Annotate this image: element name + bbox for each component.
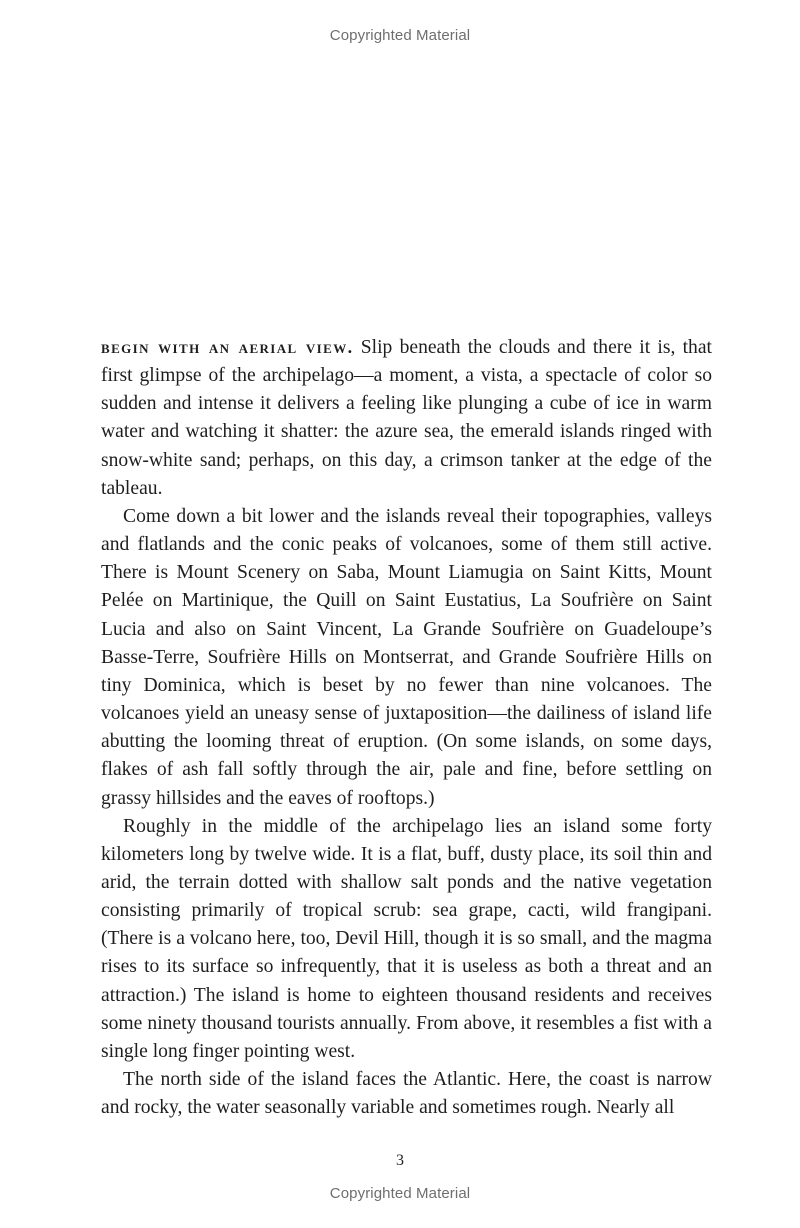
paragraph-3: Roughly in the middle of the archipelago lies an island some forty kilometers long by twelve wide. It is a flat, buff, dusty place, its soil thin and arid, the terrain dotted with shallow salt ponds and the native vegetation consisting primarily of tropical scrub: sea grape, cacti, wild frangipani. (There is a volcano here, too, Devil Hill, though it is so small, and the magma rises to its surface so infrequently, that it is useless as both a threat and an attraction.) The island is home to eighteen thousand residents and receives some ninety thousand tourists annually. From above, it resembles a fist with a single long finger pointing west. (101, 815, 712, 1062)
paragraph-4: The north side of the island faces the Atlantic. Here, the coast is narrow and rocky, the water seasonally variable and sometimes rough. Nearly all (101, 1069, 712, 1119)
copyright-watermark-bottom: Copyrighted Material (329, 1185, 471, 1202)
page-number: 3 (396, 1152, 404, 1169)
paragraph-2: Come down a bit lower and the islands reveal their topographies, valleys and flatlands and the conic peaks of volcanoes, some of them still active. There is Mount Scenery on Saba, Mount Liamugia on Saint Kitts, Mount Pelée on Martinique, the Quill on Saint Eustatius, La Soufrière on Saint Lucia and also on Saint Vincent, La Grande Soufrière on Guadeloupe’s Basse-Terre, Soufrière Hills on Montserrat, and Grande Soufrière Hills on tiny Dominica, which is beset by no fewer than nine volcanoes. The volcanoes yield an uneasy sense of juxtaposition—the dailiness of island life abutting the looming threat of eruption. (On some islands, on some days, flakes of ash fall softly through the air, pale and fine, before settling on grassy hillsides and the eaves of rooftops.) (101, 505, 712, 809)
lead-in-small-caps: begin with an aerial view. (101, 337, 354, 357)
paragraph-1-text: Slip beneath the clouds and there it is, that first glimpse of the archipelago—a moment, a vista, a spectacle of color so sudden and intense it delivers a feeling like plunging a cube of ice in warm water and watching it shatter: the azure sea, the emerald islands ringed with snow-white sand; perhaps, on this day, a crimson tanker at the edge of the tableau. (101, 337, 712, 499)
paragraph-1 (101, 333, 712, 503)
chapter-text (101, 333, 712, 1122)
copyright-watermark-top: Copyrighted Material (329, 27, 471, 44)
